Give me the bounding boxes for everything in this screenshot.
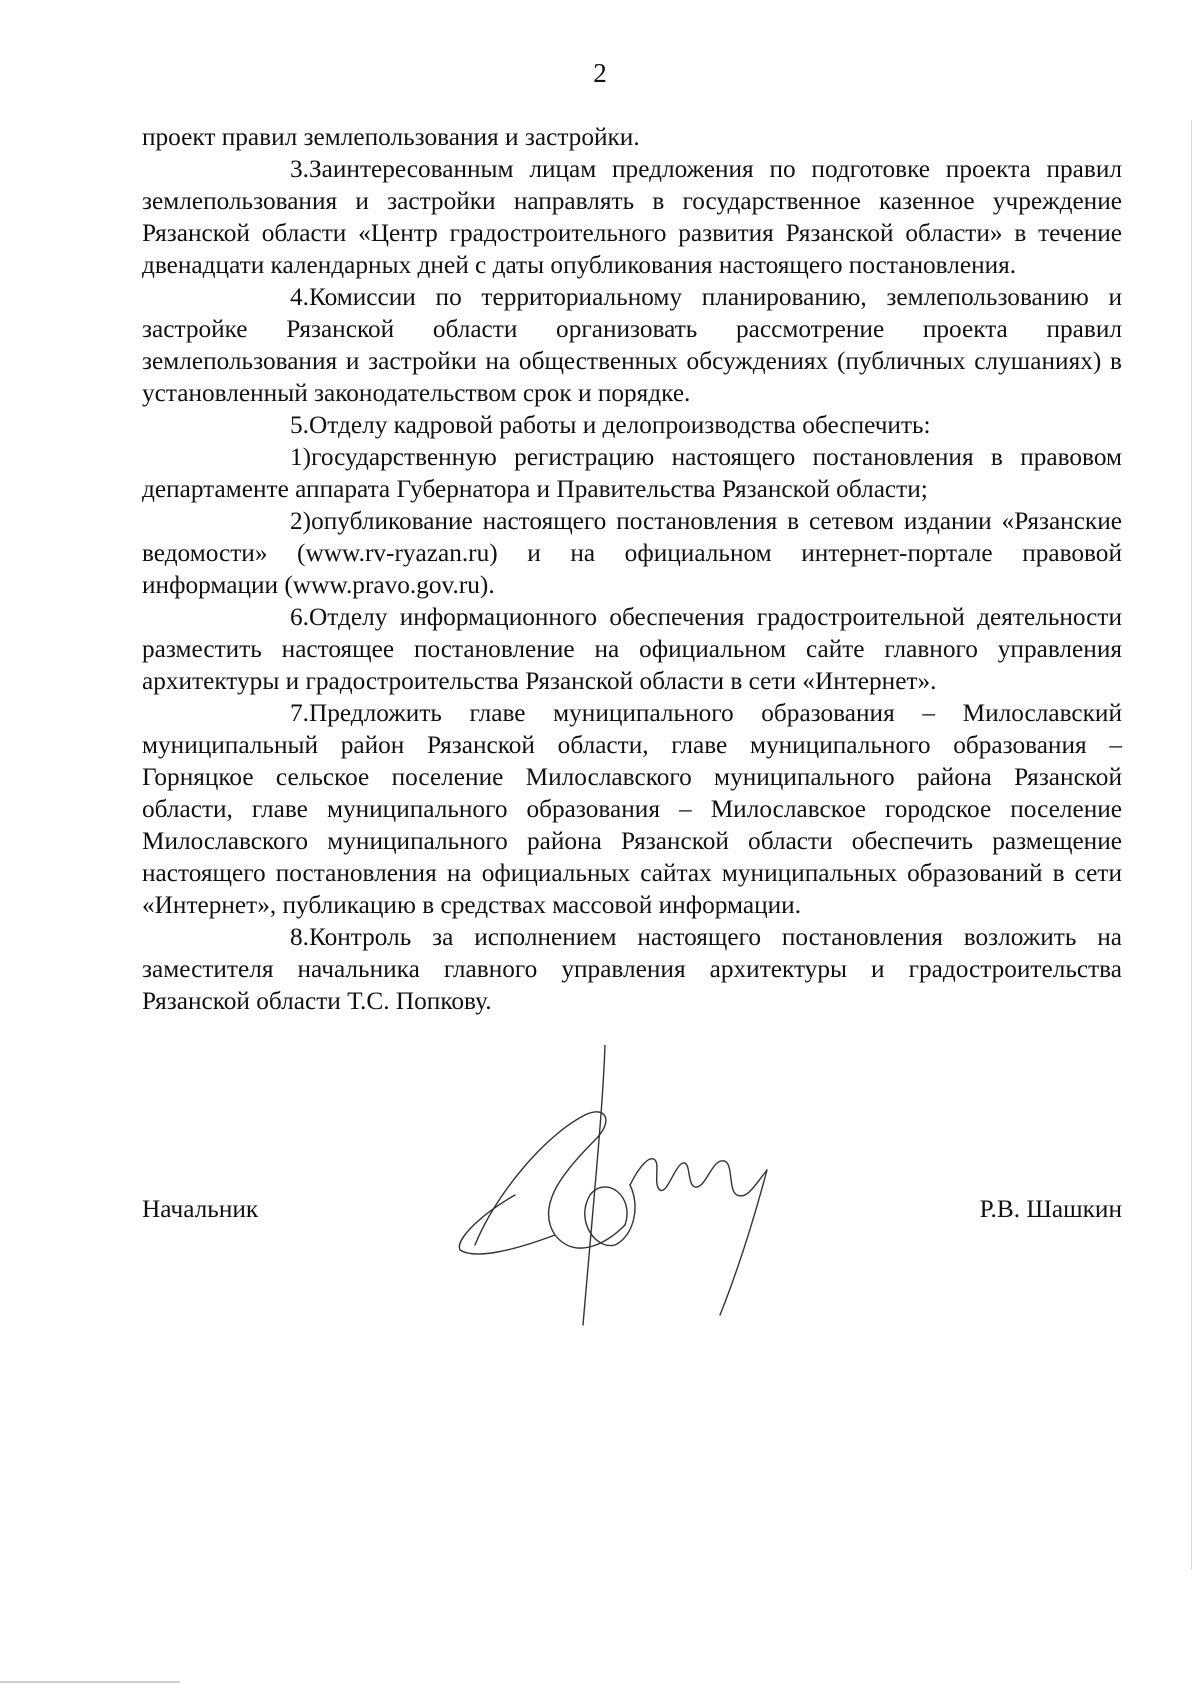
item-number: 7. — [290, 699, 309, 727]
subitem-number: 2) — [290, 507, 312, 535]
paragraph-8: 8.Контроль за исполнением настоящего постановления возложить на заместителя начальника главного управления архитектуры и градостроительства Рязанской области Т.С. Попкову. — [142, 923, 1122, 1015]
item-number: 6. — [290, 603, 309, 631]
item-number: 5. — [290, 411, 309, 439]
paragraph-4: 4.Комиссии по территориальному планированию, землепользованию и застройке Рязанской области организовать рассмотрение проекта правил землепользования и застройки на общественных обсуждениях (публичных слушаниях) в установленный законодательством срок и порядке. — [142, 283, 1122, 407]
paragraph-5: 5.Отделу кадровой работы и делопроизводства обеспечить: — [142, 409, 1122, 441]
scan-edge-line — [1191, 120, 1192, 1570]
scan-bottom-line — [0, 1681, 180, 1683]
item-number: 8. — [290, 923, 309, 951]
paragraph-7: 7.Предложить главе муниципального образования – Милославский муниципальный район Рязанской области, главе муниципального образования – Горняцкое сельское поселение Милославского муниципального района Рязанской области, главе муниципального образования – Милославское городское поселение Милославского муниципального района Рязанской области обеспечить размещение настоящего постановления на официальных сайтах муниципальных образований в сети «Интернет», публикацию в средствах массовой информации. — [142, 699, 1122, 919]
subitem-number: 1) — [290, 443, 312, 471]
paragraph-continuation: проект правил землепользования и застройки. — [142, 123, 640, 151]
paragraph-6: 6.Отделу информационного обеспечения градостроительной деятельности разместить настоящее постановление на официальном сайте главного управления архитектуры и градостроительства Рязанской области в сети «Интернет». — [142, 603, 1122, 695]
signatory-title: Начальник — [142, 1195, 259, 1223]
item-number: 3. — [290, 155, 309, 183]
paragraph-5-2: 2)опубликование настоящего постановления в сетевом издании «Рязанские ведомости» (www.rv-ryazan.ru) и на официальном интернет-портале правовой информации (www.pravo.gov.ru). — [142, 507, 1122, 599]
paragraph-5-1: 1)государственную регистрацию настоящего постановления в правовом департаменте аппарата Губернатора и Правительства Рязанской области; — [142, 443, 1122, 503]
signatory-name: Р.В. Шашкин — [979, 1195, 1122, 1223]
item-number: 4. — [290, 283, 309, 311]
paragraph-3: 3.Заинтересованным лицам предложения по подготовке проекта правил землепользования и застройки направлять в государственное казенное учреждение Рязанской области «Центр градостроительного развития Рязанской области» в течение двенадцати календарных дней с даты опубликования настоящего постановления. — [142, 155, 1122, 279]
page-number: 2 — [593, 58, 607, 88]
handwritten-signature-icon — [455, 1045, 785, 1335]
document-body — [142, 121, 1122, 1017]
